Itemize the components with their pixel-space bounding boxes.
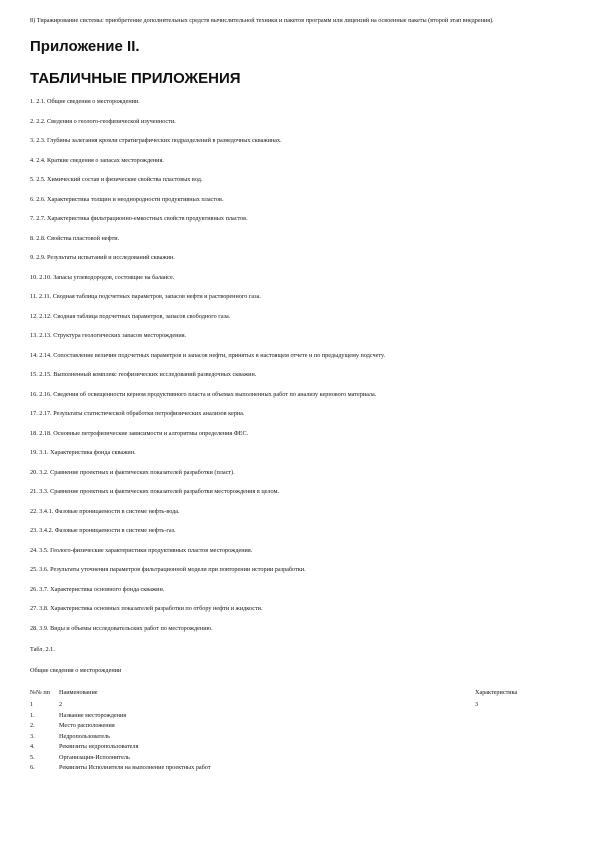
- cell-characteristic: [475, 722, 570, 733]
- list-item: 19. 3.1. Характеристика фонда скважин.: [30, 449, 136, 456]
- list-item: 10. 2.10. Запасы углеводородов, состоящие на балансе.: [30, 273, 175, 281]
- cell-name: Место расположения: [59, 722, 115, 729]
- table-header-row: [30, 689, 570, 701]
- list-item: 5. 2.5. Химический состав и физические свойства пластовых вод.: [30, 176, 203, 183]
- list-item: 18. 2.18. Основные петрофизические зависимости и алгоритмы определения ФЕС.: [30, 429, 249, 437]
- table-row: [30, 712, 570, 723]
- table-row: [30, 764, 570, 775]
- list-item: 9. 2.9. Результаты испытаний и исследований скважин.: [30, 254, 175, 261]
- table-heading: Общие сведения о месторождении: [30, 667, 122, 674]
- list-item: 8. 2.8. Свойства пластовой нефти.: [30, 234, 120, 242]
- list-item: 20. 3.2. Сравнение проектных и фактических показателей разработки (пласт).: [30, 468, 235, 476]
- list-item: 25. 3.6. Результаты уточнения параметров фильтрационной модели при повторении истории разработки.: [30, 566, 306, 573]
- cell-number: 3.: [30, 732, 35, 740]
- cell-characteristic: [475, 743, 570, 754]
- cell-number: 1.: [30, 711, 35, 719]
- cell-number: 6.: [30, 764, 35, 771]
- list-item: 15. 2.15. Выполненный комплекс геофизических исследований разведочных скважин.: [30, 371, 257, 378]
- list-item: 27. 3.8. Характеристика основных показателей разработки по отбору нефти и жидкости.: [30, 605, 263, 612]
- cell-characteristic: [475, 733, 570, 744]
- list-item: 2. 2.2. Сведения о геолого-геофизической изученности.: [30, 117, 176, 125]
- table-row: [30, 754, 570, 765]
- cell-characteristic: [475, 764, 570, 775]
- list-item: 11. 2.11. Сводная таблица подсчетных параметров, запасов нефти и растворенного газа.: [30, 293, 261, 300]
- intro-paragraph: 8) Тиражирование системы: приобретение дополнительных средств вычислительной техники и пакетов программ или лицензий на освоенные пакеты (второй этап внедрения).: [30, 17, 494, 24]
- table-row: [30, 701, 570, 712]
- list-item: 3. 2.3. Глубины залегания кровли стратиграфических подразделений в разведочных скважинах.: [30, 137, 282, 144]
- cell-characteristic: [475, 754, 570, 765]
- tables-section-title: ТАБЛИЧНЫЕ ПРИЛОЖЕНИЯ: [30, 70, 241, 87]
- header-cell-name: Наименование: [59, 689, 98, 696]
- cell-number: 1: [30, 701, 34, 708]
- cell-number: 5.: [30, 753, 35, 761]
- cell-name: Недропользователь: [59, 732, 110, 740]
- list-item: 12. 2.12. Сводная таблица подсчетных параметров, запасов свободного газа.: [30, 312, 231, 320]
- table-row: [30, 722, 570, 733]
- list-item: 4. 2.4. Краткие сведения о запасах месторождения.: [30, 156, 164, 164]
- cell-characteristic: [475, 712, 570, 723]
- header-cell-characteristic: Характеристика: [475, 689, 518, 696]
- list-item: 28. 3.9. Виды и объемы исследовательских работ по месторождению.: [30, 624, 213, 632]
- table-row: [30, 733, 570, 744]
- cell-characteristic: 3: [475, 701, 479, 708]
- cell-name: Реквизиты недропользователя: [59, 743, 139, 750]
- list-item: 26. 3.7. Характеристика основного фонда скважин.: [30, 585, 165, 593]
- cell-number: 4.: [30, 743, 35, 750]
- list-item: 14. 2.14. Сопоставление величин подсчетных параметров и запасов нефти, принятых в настоящем отчете и по предыдущему подсчету.: [30, 351, 386, 359]
- header-cell-number: №№ пп: [30, 689, 50, 696]
- list-item: 1. 2.1. Общие сведения о месторождении.: [30, 98, 140, 105]
- cell-number: 2.: [30, 722, 35, 729]
- list-item: 13. 2.13. Структура геологических запасов месторождения.: [30, 332, 187, 339]
- document-page: [30, 16, 550, 775]
- table-row: [30, 743, 570, 754]
- list-item: 22. 3.4.1. Фазовые проницаемости в системе нефть-вода.: [30, 507, 180, 515]
- cell-name: Реквизиты Исполнителя на выполнение проектных работ: [59, 764, 211, 771]
- cell-name: Название месторождения: [59, 711, 127, 719]
- list-item: 16. 2.16. Сведения об освещенности керном продуктивного пласта и объемах выполненных работ по анализу кернового материала.: [30, 390, 377, 398]
- table-caption: Табл. 2.1.: [30, 646, 55, 653]
- list-item: 6. 2.6. Характеристика толщин и неоднородности продуктивных пластов.: [30, 195, 224, 203]
- table-list: [30, 98, 550, 644]
- cell-name: Организация-Исполнитель: [59, 753, 130, 761]
- list-item: 23. 3.4.2. Фазовые проницаемости в системе нефть-газ.: [30, 527, 176, 534]
- general-info-table: [30, 689, 570, 775]
- list-item: 21. 3.3. Сравнение проектных и фактических показателей разработки месторождения в целом.: [30, 488, 279, 495]
- appendix-title: Приложение II.: [30, 38, 140, 55]
- list-item: 17. 2.17. Результаты статистической обработки петрофизических анализов керна.: [30, 410, 245, 417]
- list-item: 7. 2.7. Характеристика фильтрационно-емкостных свойств продуктивных пластов.: [30, 215, 248, 222]
- cell-name: 2: [59, 701, 63, 708]
- list-item: 24. 3.5. Геолого-физические характеристики продуктивных пластов месторождения.: [30, 546, 253, 554]
